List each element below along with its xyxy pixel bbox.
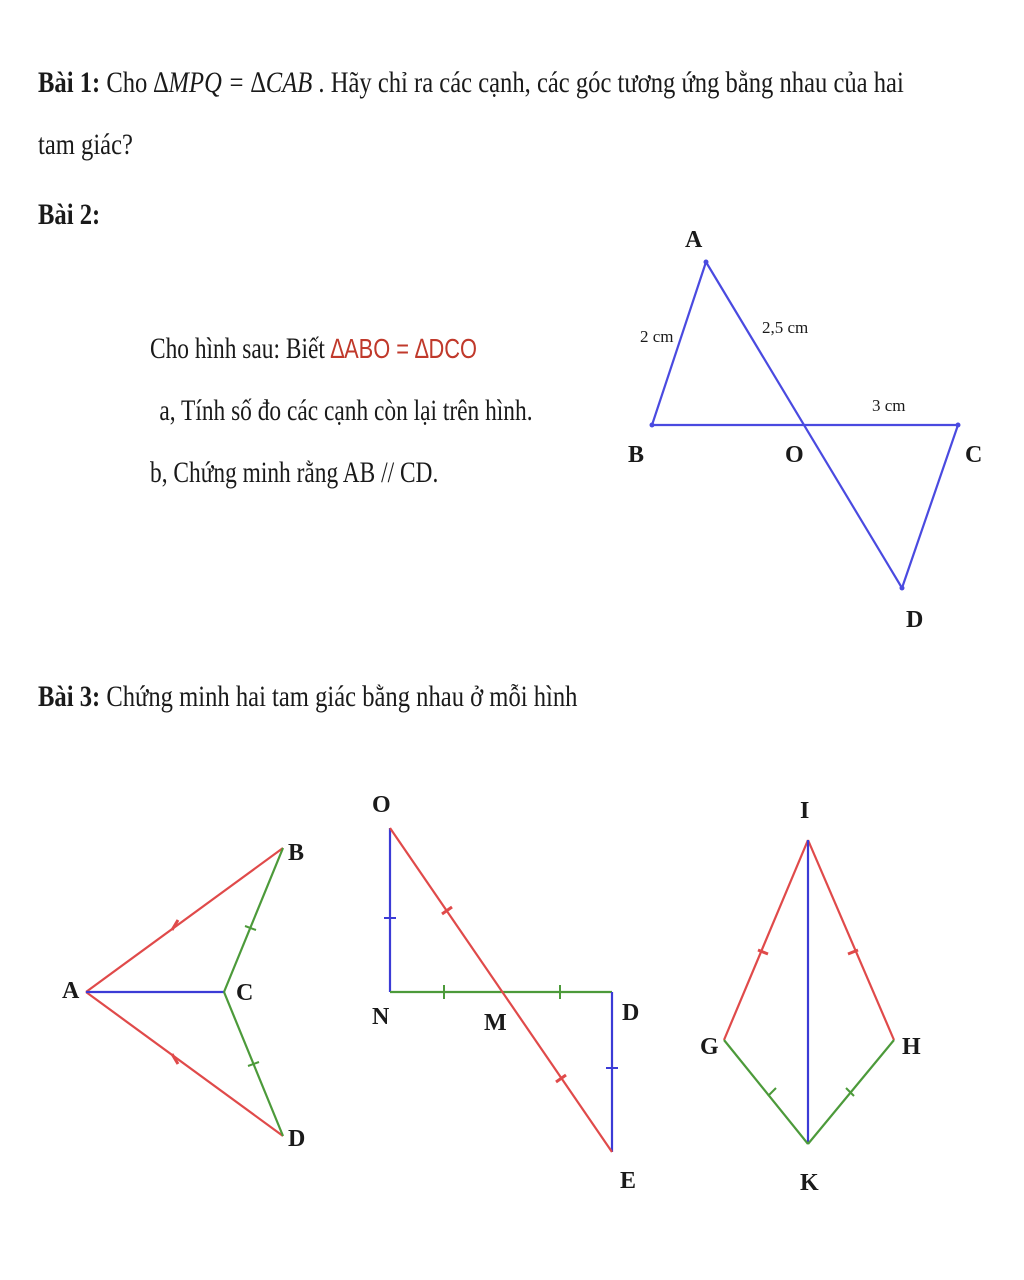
segment-gk-fig3 [724, 1040, 808, 1144]
bai1-question: . Hãy chỉ ra các cạnh, các góc tương ứng bằng nhau của hai [312, 66, 904, 99]
bai2-part-a: a, Tính số đo các cạnh còn lại trên hình. [159, 394, 533, 427]
label-o-fig2: O [372, 792, 391, 818]
label-d-fig2: D [622, 1000, 640, 1026]
bai3-figure-1 [86, 848, 283, 1136]
label-a-fig1: A [62, 978, 80, 1004]
length-oc: 3 cm [872, 396, 906, 415]
bai3-text: Chứng minh hai tam giác bằng nhau ở mỗi hình [100, 680, 578, 713]
label-d: D [906, 607, 924, 633]
segment-oe-fig2 [390, 828, 612, 1152]
label-a: A [685, 227, 703, 253]
label-m-fig2: M [484, 1010, 507, 1036]
length-ab: 2 cm [640, 327, 674, 346]
label-i-fig3: I [800, 798, 810, 824]
label-c-fig1: C [236, 980, 254, 1006]
bai2-given-prefix: Cho hình sau: Biết [150, 332, 331, 365]
label-b-fig1: B [288, 840, 305, 866]
label-g-fig3: G [700, 1034, 719, 1060]
label-c: C [965, 442, 983, 468]
segment-ih-fig3 [808, 840, 894, 1040]
length-ao: 2,5 cm [762, 318, 809, 337]
label-h-fig3: H [902, 1034, 921, 1060]
label-b: B [628, 442, 645, 468]
tick-gk [768, 1088, 776, 1096]
bai2-given-equation: ∆ABO = ∆DCO [330, 333, 477, 364]
bai1-intro: Cho [100, 66, 154, 99]
label-o: O [785, 442, 804, 468]
bai1-line2: tam giác? [38, 128, 133, 161]
bai2-figure [652, 262, 958, 588]
bai3-figure-3 [724, 840, 894, 1144]
label-k-fig3: K [800, 1170, 819, 1196]
label-n-fig2: N [372, 1004, 390, 1030]
bai3-label: Bài 3: [38, 680, 101, 713]
bai3-figure-2 [384, 828, 618, 1152]
bai2-part-b: b, Chứng minh rằng AB // CD. [150, 456, 439, 489]
bai1-label: Bài 1: [38, 66, 101, 99]
point-d [900, 586, 905, 591]
label-d-fig1: D [288, 1126, 306, 1152]
segment-ig-fig3 [724, 840, 808, 1040]
bai1-equation: ∆MPQ = ∆CAB [153, 66, 313, 99]
point-b [650, 423, 655, 428]
bai2-label: Bài 2: [38, 198, 101, 231]
point-c [956, 423, 961, 428]
segment-cd [902, 425, 958, 588]
point-a [704, 260, 709, 265]
label-e-fig2: E [620, 1168, 637, 1194]
